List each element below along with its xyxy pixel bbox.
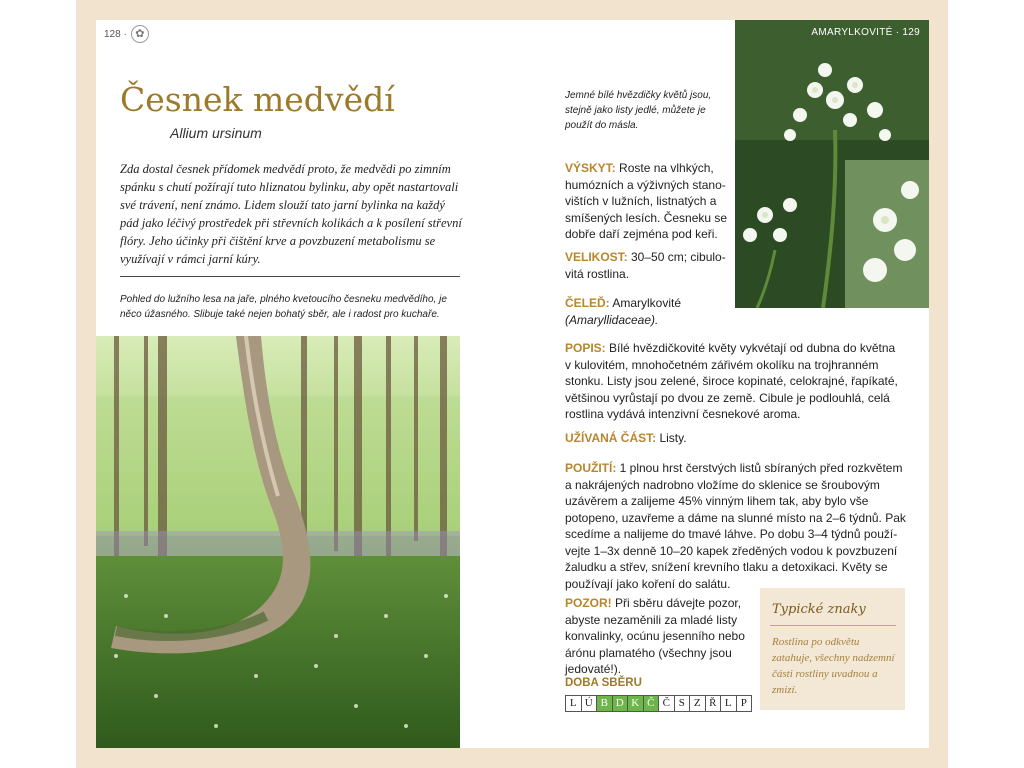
fact-key: UŽÍVANÁ ČÁST: <box>565 431 657 445</box>
section-divider <box>120 276 460 277</box>
latin-name: Allium ursinum <box>170 125 262 141</box>
fact-celed <box>565 295 735 328</box>
left-folio-text: 128 · <box>104 28 127 40</box>
month-cell: D <box>613 696 629 711</box>
harvest-label: DOBA SBĚRU <box>565 677 642 689</box>
right-page-number: AMARYLKOVITÉ · 129 <box>811 27 920 38</box>
fact-text: Amarylkovité <box>612 296 682 310</box>
left-page-number <box>104 25 149 43</box>
page-title: Česnek medvědí <box>120 80 395 119</box>
fact-text: 1 plnou hrst čerstvých listů sbíraných před rozkvětem a nakrájených nadrobno vložíme do sklenice se šroubovým uzávěrem a zalijeme 45% vinným lihem tak, aby bylo vše potopeno, uzavřeme a dáme na slunné místo na 2–6 týdnů. Pak scedíme a nalijeme do tmavé láhve. Po dobu 3–4 týdnů použí- vejte 1–3x denně 10–20 kapek zředěných vodou k povzbuzení žaludku a střev, snížení krevního tlaku a detoxikaci. Květy se používají jako koření do salátu. <box>565 461 906 591</box>
month-cell: K <box>628 696 644 711</box>
month-cell: B <box>597 696 613 711</box>
forest-caption: Pohled do lužního lesa na jaře, plného kvetoucího česneku medvědího, je něco úžasného. Slibuje také nejen bohatý sběr, ale i radost pro kuchaře. <box>120 294 447 320</box>
fact-italic-text: (Amaryllidaceae). <box>565 312 659 327</box>
month-cell: Č <box>644 696 660 711</box>
fact-text: Listy. <box>656 431 687 445</box>
month-cell: P <box>737 696 752 711</box>
fact-key: VÝSKYT: <box>565 161 616 175</box>
month-cell: Ř <box>706 696 722 711</box>
flower-photo <box>735 20 929 308</box>
fact-pozor <box>565 595 755 678</box>
month-cell: L <box>566 696 582 711</box>
month-cell: L <box>721 696 737 711</box>
fact-text: Bílé hvězdičkovité květy vykvétají od dubna do května v kulovitém, mnohočetném zářivém okolíku na trojhranném stonku. Listy jsou zelené, široce kopinaté, celokrajné, řapíkaté, většinou vyrůstají po dvou ze země. Cibule je podlouhlá, celá rostlina vydává intenzivní česnekové aroma. <box>565 341 898 421</box>
forest-photo <box>96 336 460 748</box>
fact-text: Roste na vlhkých, humózních a výživných stano- vištích v lužních, listnatých a smíšených lesích. Česneku se dobře daří zejména pod keři. <box>565 161 728 241</box>
box-text: Rostlina po odkvětu zatahuje, všechny nadzemní části rostliny uvadnou a zmizí. <box>772 636 895 696</box>
forest-illustration <box>96 336 460 748</box>
fact-key: ČELEĎ: <box>565 296 610 310</box>
fact-key: VELIKOST: <box>565 250 628 264</box>
typical-signs-box <box>760 588 905 710</box>
box-title: Typické znaky <box>772 602 866 617</box>
fact-velikost <box>565 249 735 282</box>
flower-caption: Jemné bílé hvězdičky květů jsou, stejně jako listy jedlé, můžete je použít do másla. <box>565 90 712 131</box>
month-cell: Ú <box>582 696 598 711</box>
flower-illustration <box>735 20 929 308</box>
fact-text: Při sběru dávejte pozor, abyste nezaměnili za mladé listy konvalinky, ocúnu jesenního nebo árónu plamatého (všechny jsou jedovaté!). <box>565 596 745 676</box>
month-cell: Č <box>659 696 675 711</box>
box-divider <box>770 625 896 626</box>
month-cell: Z <box>690 696 706 711</box>
fact-uzivana-cast <box>565 430 910 447</box>
fact-pouziti <box>565 460 915 592</box>
month-cell: S <box>675 696 691 711</box>
flower-icon: ✿ <box>131 25 149 43</box>
fact-key: POPIS: <box>565 341 606 355</box>
fact-text: 30–50 cm; cibulo- vitá rostlina. <box>565 250 726 281</box>
fact-key: POZOR! <box>565 596 612 610</box>
fact-key: POUŽITÍ: <box>565 461 617 475</box>
fact-popis <box>565 340 910 423</box>
intro-paragraph: Zda dostal česnek přídomek medvědí proto, že medvědi po zimním spánku s chutí požírají tuto hliznatou bylinku, aby opět nastartovali své trávení, není známo. Lidem slouží tato jarní bylinka na každý pád jako léčivý prostředek při střevních kolikách a k posílení střevní flóry. Jeho účinky při čištění krve a povzbuzení metabolismu se využívají v rámci jarní kúry. <box>120 162 462 266</box>
fact-vyskyt <box>565 160 735 243</box>
harvest-months <box>565 695 752 712</box>
